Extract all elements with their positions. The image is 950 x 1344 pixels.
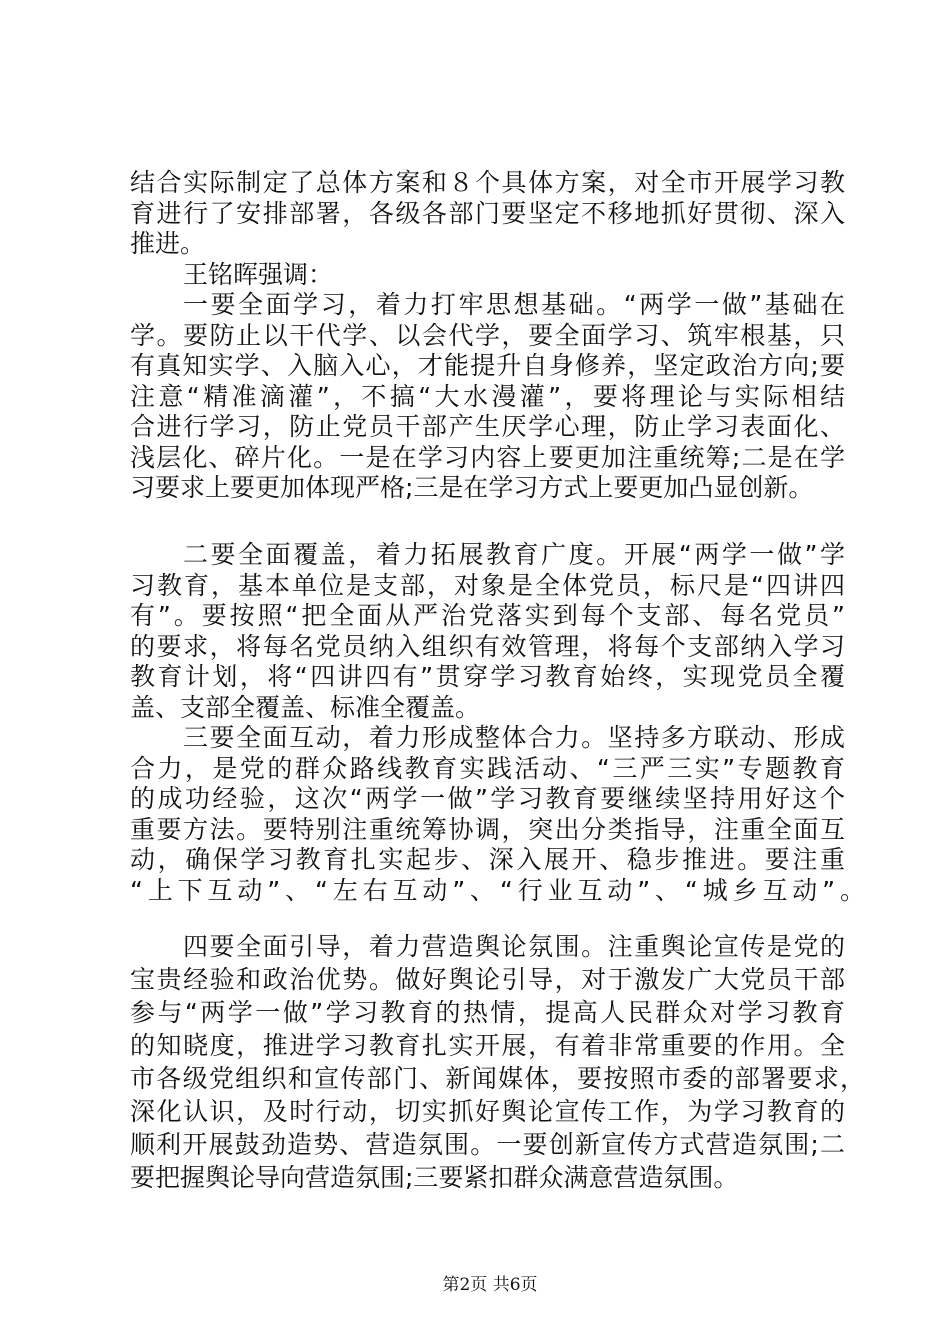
text-line: 推进。 (130, 229, 206, 258)
text-line: 习要求上要更加体现严格;三是在学习方式上要更加凸显创新。 (130, 473, 814, 502)
text-line: 的成功经验，这次“两学一做”学习教育要继续坚持用好这个 (130, 784, 845, 813)
body-text-block-3 (130, 930, 865, 1194)
text-line: 育进行了安排部署，各级各部门要坚定不移地抓好贯彻、深入 (130, 198, 845, 228)
text-line: 市各级党组织和宣传部门、新闻媒体，要按照市委的部署要求， (130, 1064, 865, 1093)
body-text-block-2 (130, 540, 865, 906)
text-line: 深化认识，及时行动，切实抓好舆论宣传工作，为学习教育的 (130, 1097, 845, 1126)
text-line: 的要求，将每名党员纳入组织有效管理，将每个支部纳入学习 (130, 631, 845, 661)
text-line: 王铭晖强调： (183, 259, 334, 289)
body-text-block-1 (130, 168, 845, 504)
text-line: 参与“两学一做”学习教育的热情，提高人民群众对学习教育 (130, 998, 845, 1027)
page-number-footer: 第2页 共6页 (442, 1275, 538, 1295)
text-line: 注意“精准滴灌”，不搞“大水漫灌”，要将理论与实际相结 (130, 381, 845, 411)
text-line: 宝贵经验和政治优势。做好舆论引导，对于激发广大党员干部 (130, 965, 845, 994)
text-line: 合进行学习，防止党员干部产生厌学心理，防止学习表面化、 (130, 412, 845, 441)
text-line: 的知晓度，推进学习教育扎实开展，有着非常重要的作用。全 (130, 1031, 845, 1060)
text-line: 四要全面引导，着力营造舆论氛围。注重舆论宣传是党的 (183, 932, 845, 961)
text-line: 一要全面学习，着力打牢思想基础。“两学一做”基础在 (183, 290, 845, 319)
text-line: 二要全面覆盖，着力拓展教育广度。开展“两学一做”学 (183, 540, 845, 569)
text-line: 结合实际制定了总体方案和８个具体方案，对全市开展学习教 (130, 168, 845, 197)
text-line: 习教育，基本单位是支部，对象是全体党员，标尺是“四讲四 (130, 570, 845, 600)
text-line: 浅层化、碎片化。一是在学习内容上要更加注重统筹;二是在学 (130, 442, 845, 472)
text-line: 顺利开展鼓劲造势、营造氛围。一要创新宣传方式营造氛围;二 (130, 1130, 845, 1159)
text-line: 有真知实学、入脑入心，才能提升自身修养，坚定政治方向;要 (130, 351, 845, 380)
text-line: 重要方法。要特别注重统筹协调，突出分类指导，注重全面互 (130, 814, 845, 844)
text-line: 盖、支部全覆盖、标准全覆盖。 (130, 692, 481, 722)
text-line: 合力，是党的群众路线教育实践活动、“三严三实”专题教育 (130, 753, 845, 783)
text-line: 教育计划，将“四讲四有”贯穿学习教育始终，实现党员全覆 (130, 662, 845, 691)
text-line: 要把握舆论导向营造氛围;三要紧扣群众满意营造氛围。 (130, 1163, 739, 1192)
text-line: “上下互动”、“左右互动”、“行业互动”、“城乡互动”。 (130, 875, 865, 905)
text-line: 三要全面互动，着力形成整体合力。坚持多方联动、形成 (183, 723, 845, 752)
text-line: 有”。要按照“把全面从严治党落实到每个支部、每名党员” (130, 601, 845, 630)
text-line: 学。要防止以干代学、以会代学，要全面学习、筑牢根基，只 (130, 320, 845, 350)
text-line: 动，确保学习教育扎实起步、深入展开、稳步推进。要注重 (130, 845, 845, 874)
